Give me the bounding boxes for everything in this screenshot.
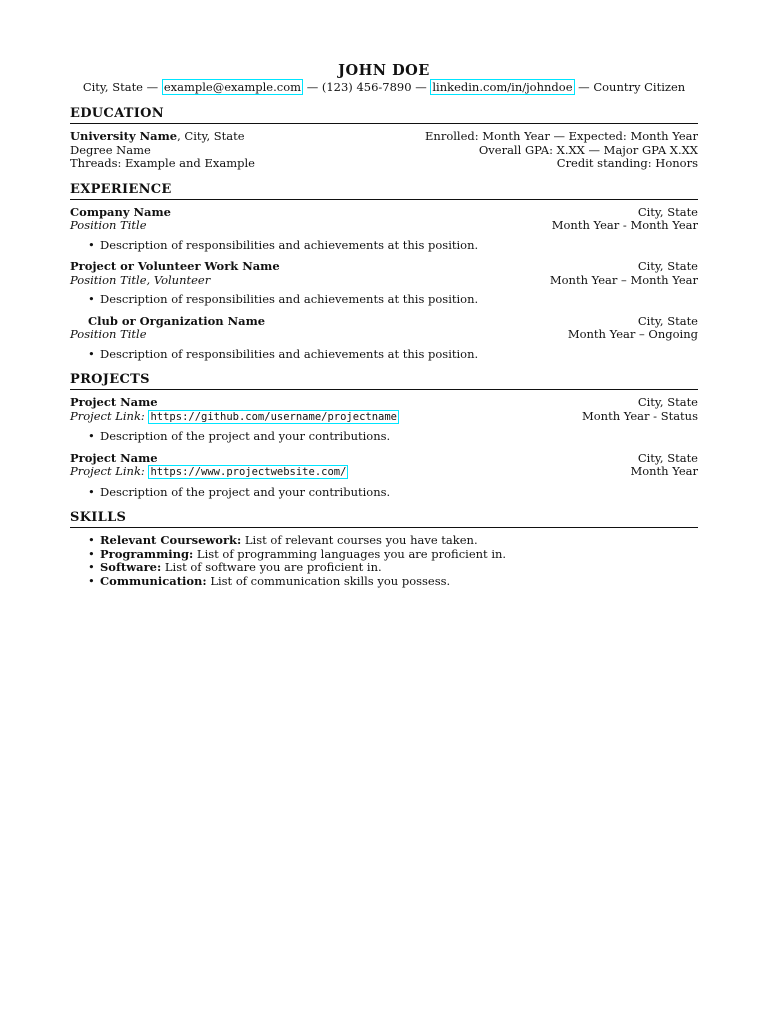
skill-item (88, 534, 698, 548)
bullet-list (70, 348, 698, 362)
project-link-line (70, 410, 399, 425)
contact-citizenship: Country Citizen (593, 80, 686, 94)
entry-dates: Month Year (630, 464, 698, 478)
experience-section (70, 206, 698, 362)
experience-entry (70, 315, 698, 362)
skill-item (88, 548, 698, 562)
project-name: Project Name (70, 395, 158, 409)
experience-entry (70, 260, 698, 307)
skill-text: List of communication skills you possess. (206, 573, 451, 588)
skill-item (88, 575, 698, 589)
entry-dates: Month Year - Month Year (551, 218, 698, 232)
skills-section (70, 534, 698, 588)
entry-location: City, State (637, 450, 698, 465)
organization-name: Company Name (70, 204, 171, 219)
entry-location: City, State (637, 395, 698, 409)
school-location: , City, State (177, 129, 245, 143)
entry-header-row (70, 206, 698, 220)
contact-separator: — (411, 80, 431, 94)
section-title-projects: PROJECTS (70, 372, 698, 390)
skill-text: List of relevant courses you have taken. (241, 533, 478, 547)
project-link[interactable]: https://github.com/username/projectname (150, 410, 398, 423)
project-entry (70, 396, 698, 444)
entry-header-row (70, 396, 698, 410)
credit-standing: Credit standing: Honors (556, 156, 698, 170)
contact-separator: — (303, 80, 322, 94)
entry-dates: Month Year – Month Year (549, 272, 698, 287)
project-link-line (70, 465, 348, 480)
entry-header-row (70, 260, 698, 274)
project-entry (70, 452, 698, 500)
position-title: Position Title (70, 218, 147, 232)
school-name: University Name (70, 129, 178, 143)
bullet-item: • Description of responsibilities and achievements at this position. (88, 348, 698, 362)
skill-text: List of software you are proficient in. (161, 560, 382, 574)
entry-location: City, State (637, 313, 698, 328)
project-link-label: Project Link: (70, 464, 149, 478)
section-title-skills: SKILLS (70, 510, 698, 528)
entry-header-row (70, 315, 698, 329)
bullet-item: • Description of the project and your contributions. (88, 486, 698, 500)
bullet-item: • Description of responsibilities and achievements at this position. (88, 239, 698, 253)
school-line (70, 130, 245, 144)
position-title: Position Title, Volunteer (70, 272, 211, 287)
organization-name: Club or Organization Name (88, 313, 266, 328)
skill-text: List of programming languages you are proficient in. (193, 546, 507, 561)
education-row (70, 157, 698, 171)
education-row (70, 130, 698, 144)
bullet-list (70, 293, 698, 307)
contact-line (70, 80, 698, 95)
entry-subheader-row (70, 274, 698, 288)
projects-section (70, 396, 698, 499)
candidate-name: JOHN DOE (338, 62, 430, 79)
threads: Threads: Example and Example (70, 156, 255, 170)
skills-list (70, 534, 698, 588)
entry-subheader-row (70, 328, 698, 342)
position-title: Position Title (70, 327, 147, 341)
entry-header-row (70, 452, 698, 466)
education-row (70, 144, 698, 158)
skill-label: Programming: (100, 546, 194, 561)
skill-label: Software: (100, 560, 162, 574)
organization-name: Project or Volunteer Work Name (70, 259, 280, 273)
entry-location: City, State (637, 259, 698, 273)
project-link-label: Project Link: (70, 408, 149, 423)
contact-phone: (123) 456-7890 (321, 80, 412, 94)
degree-name: Degree Name (70, 142, 151, 157)
gpa: Overall GPA: X.XX — Major GPA X.XX (478, 142, 698, 157)
entry-dates: Month Year - Status (581, 408, 698, 423)
skill-label: Communication: (100, 573, 207, 588)
entry-subheader-row (70, 410, 698, 425)
project-name: Project Name (70, 450, 158, 465)
contact-location: City, State (82, 80, 143, 94)
email-link[interactable]: example@example.com (163, 80, 302, 94)
bullet-list (70, 430, 698, 444)
bullet-item: • Description of responsibilities and achievements at this position. (88, 293, 698, 307)
project-link[interactable]: https://www.projectwebsite.com/ (150, 466, 347, 478)
bullet-list (70, 239, 698, 253)
experience-entry (70, 206, 698, 253)
contact-separator: — (574, 80, 594, 94)
education-section (70, 130, 698, 171)
skill-label: Relevant Coursework: (100, 533, 242, 547)
bullet-list (70, 486, 698, 500)
entry-location: City, State (637, 204, 698, 219)
section-title-experience: EXPERIENCE (70, 182, 698, 200)
enrollment-dates: Enrolled: Month Year — Expected: Month Year (425, 129, 698, 143)
section-title-education: EDUCATION (70, 106, 698, 124)
skill-item (88, 561, 698, 575)
bullet-item: • Description of the project and your contributions. (88, 430, 698, 444)
resume-content (70, 62, 698, 588)
contact-separator: — (143, 80, 162, 94)
entry-subheader-row (70, 465, 698, 480)
linkedin-link[interactable]: linkedin.com/in/johndoe (432, 80, 573, 94)
entry-subheader-row (70, 219, 698, 233)
entry-dates: Month Year – Ongoing (567, 327, 698, 341)
